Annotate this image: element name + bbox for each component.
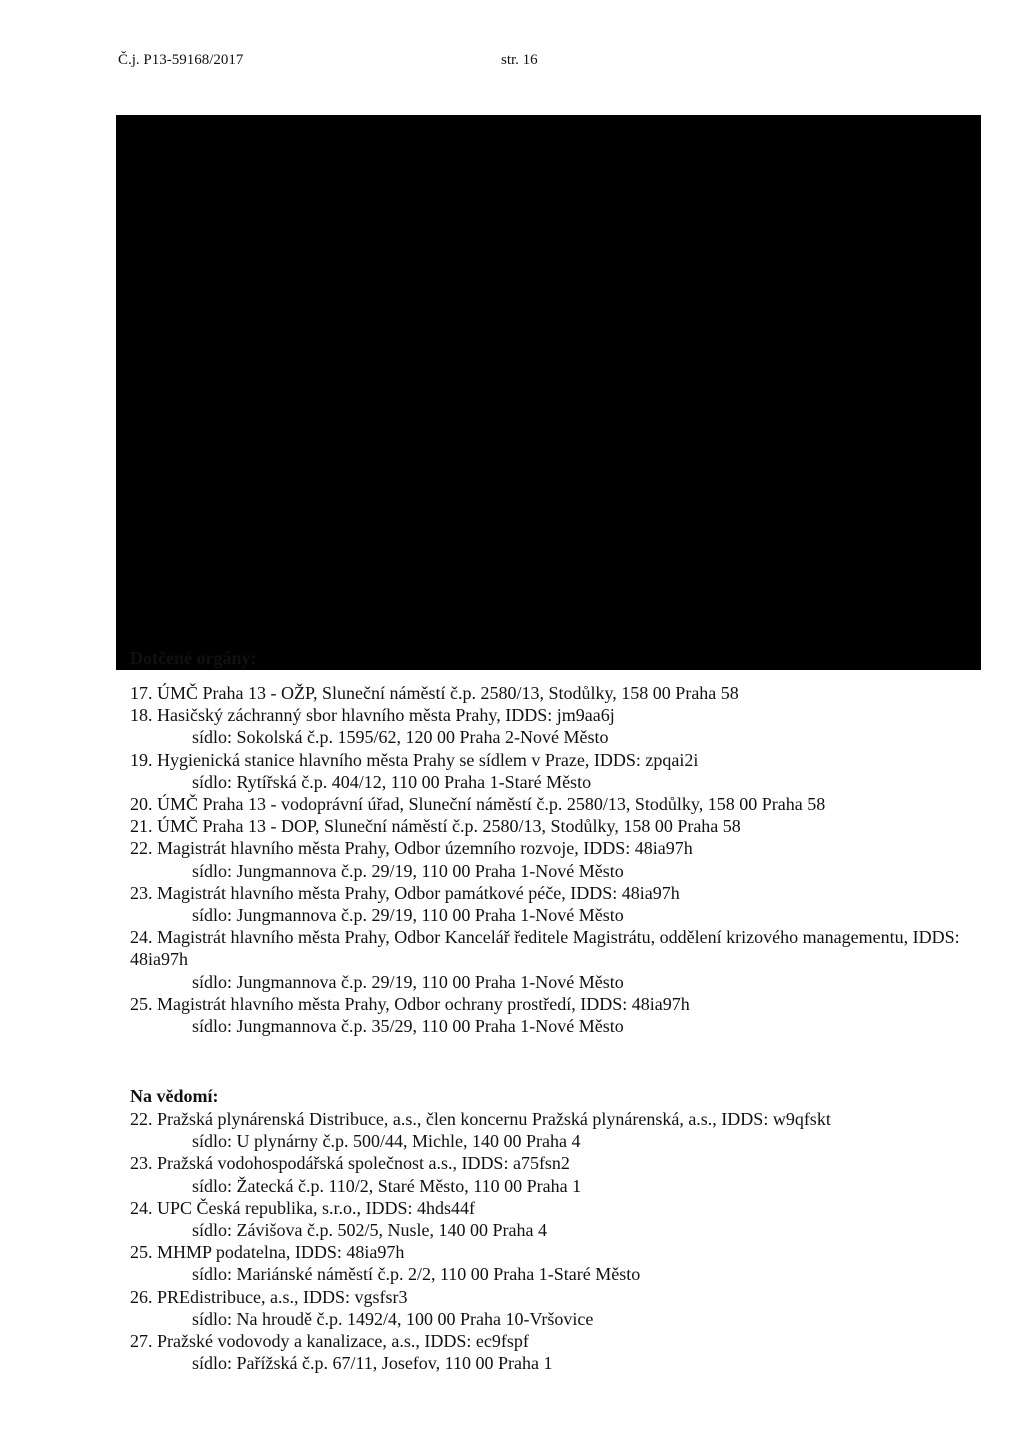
page-number: str. 16 <box>501 52 538 68</box>
list-item-seat: sídlo: U plynárny č.p. 500/44, Michle, 140 00 Praha 4 <box>192 1131 581 1152</box>
list-item-seat: sídlo: Rytířská č.p. 404/12, 110 00 Praha 1-Staré Město <box>192 771 592 792</box>
list-item: 22. Pražská plynárenská Distribuce, a.s., člen koncernu Pražská plynárenská, a.s., IDDS: w9qfskt <box>130 1109 831 1129</box>
list-item: 18. Hasičský záchranný sbor hlavního města Prahy, IDDS: jm9aa6j <box>130 705 615 726</box>
list-item: 25. Magistrát hlavního města Prahy, Odbor ochrany prostředí, IDDS: 48ia97h <box>130 993 690 1014</box>
list-item: 26. PREdistribuce, a.s., IDDS: vgsfsr3 <box>130 1286 408 1307</box>
for-information-heading: Na vědomí: <box>130 1086 219 1106</box>
list-item: 21. ÚMČ Praha 13 - DOP, Sluneční náměstí č.p. 2580/13, Stodůlky, 158 00 Praha 58 <box>130 816 741 837</box>
list-item-seat: sídlo: Závišova č.p. 502/5, Nusle, 140 00 Praha 4 <box>192 1220 547 1241</box>
list-item: 23. Pražská vodohospodářská společnost a.s., IDDS: a75fsn2 <box>130 1153 570 1174</box>
redacted-block <box>116 115 981 670</box>
list-item-seat: sídlo: Pařížská č.p. 67/11, Josefov, 110 00 Praha 1 <box>192 1353 553 1374</box>
for-information-list <box>130 1108 980 1374</box>
list-item-seat: sídlo: Jungmannova č.p. 35/29, 110 00 Praha 1-Nové Město <box>192 1016 624 1037</box>
list-item-seat: sídlo: Jungmannova č.p. 29/19, 110 00 Praha 1-Nové Město <box>192 860 624 881</box>
list-item: 25. MHMP podatelna, IDDS: 48ia97h <box>130 1242 405 1263</box>
list-item-seat: sídlo: Na hroudě č.p. 1492/4, 100 00 Praha 10-Vršovice <box>192 1308 594 1329</box>
list-item: 27. Pražské vodovody a kanalizace, a.s., IDDS: ec9fspf <box>130 1331 529 1352</box>
list-item: 23. Magistrát hlavního města Prahy, Odbor památkové péče, IDDS: 48ia97h <box>130 882 680 903</box>
list-item: 24. UPC Česká republika, s.r.o., IDDS: 4hds44f <box>130 1197 475 1218</box>
list-item: 19. Hygienická stanice hlavního města Prahy se sídlem v Praze, IDDS: zpqai2i <box>130 749 699 770</box>
list-item: 17. ÚMČ Praha 13 - OŽP, Sluneční náměstí č.p. 2580/13, Stodůlky, 158 00 Praha 58 <box>130 683 739 703</box>
list-item: 20. ÚMČ Praha 13 - vodoprávní úřad, Sluneční náměstí č.p. 2580/13, Stodůlky, 158 00 Praha 58 <box>130 794 826 815</box>
list-item-seat: sídlo: Jungmannova č.p. 29/19, 110 00 Praha 1-Nové Město <box>192 971 624 992</box>
list-item-seat: sídlo: Žatecká č.p. 110/2, Staré Město, 110 00 Praha 1 <box>192 1175 582 1196</box>
list-item-seat: sídlo: Jungmannova č.p. 29/19, 110 00 Praha 1-Nové Město <box>192 905 624 926</box>
list-item: 22. Magistrát hlavního města Prahy, Odbor územního rozvoje, IDDS: 48ia97h <box>130 838 693 859</box>
list-item: 24. Magistrát hlavního města Prahy, Odbor Kancelář ředitele Magistrátu, oddělení krizového managementu, IDDS: 48ia97h <box>130 927 960 970</box>
list-item-seat: sídlo: Sokolská č.p. 1595/62, 120 00 Praha 2-Nové Město <box>192 727 609 748</box>
list-item-seat: sídlo: Mariánské náměstí č.p. 2/2, 110 00 Praha 1-Staré Město <box>192 1264 641 1285</box>
affected-authorities-list <box>130 682 980 1037</box>
affected-authorities-heading: Dotčené orgány: <box>130 648 257 668</box>
reference-number: Č.j. P13-59168/2017 <box>118 52 244 68</box>
